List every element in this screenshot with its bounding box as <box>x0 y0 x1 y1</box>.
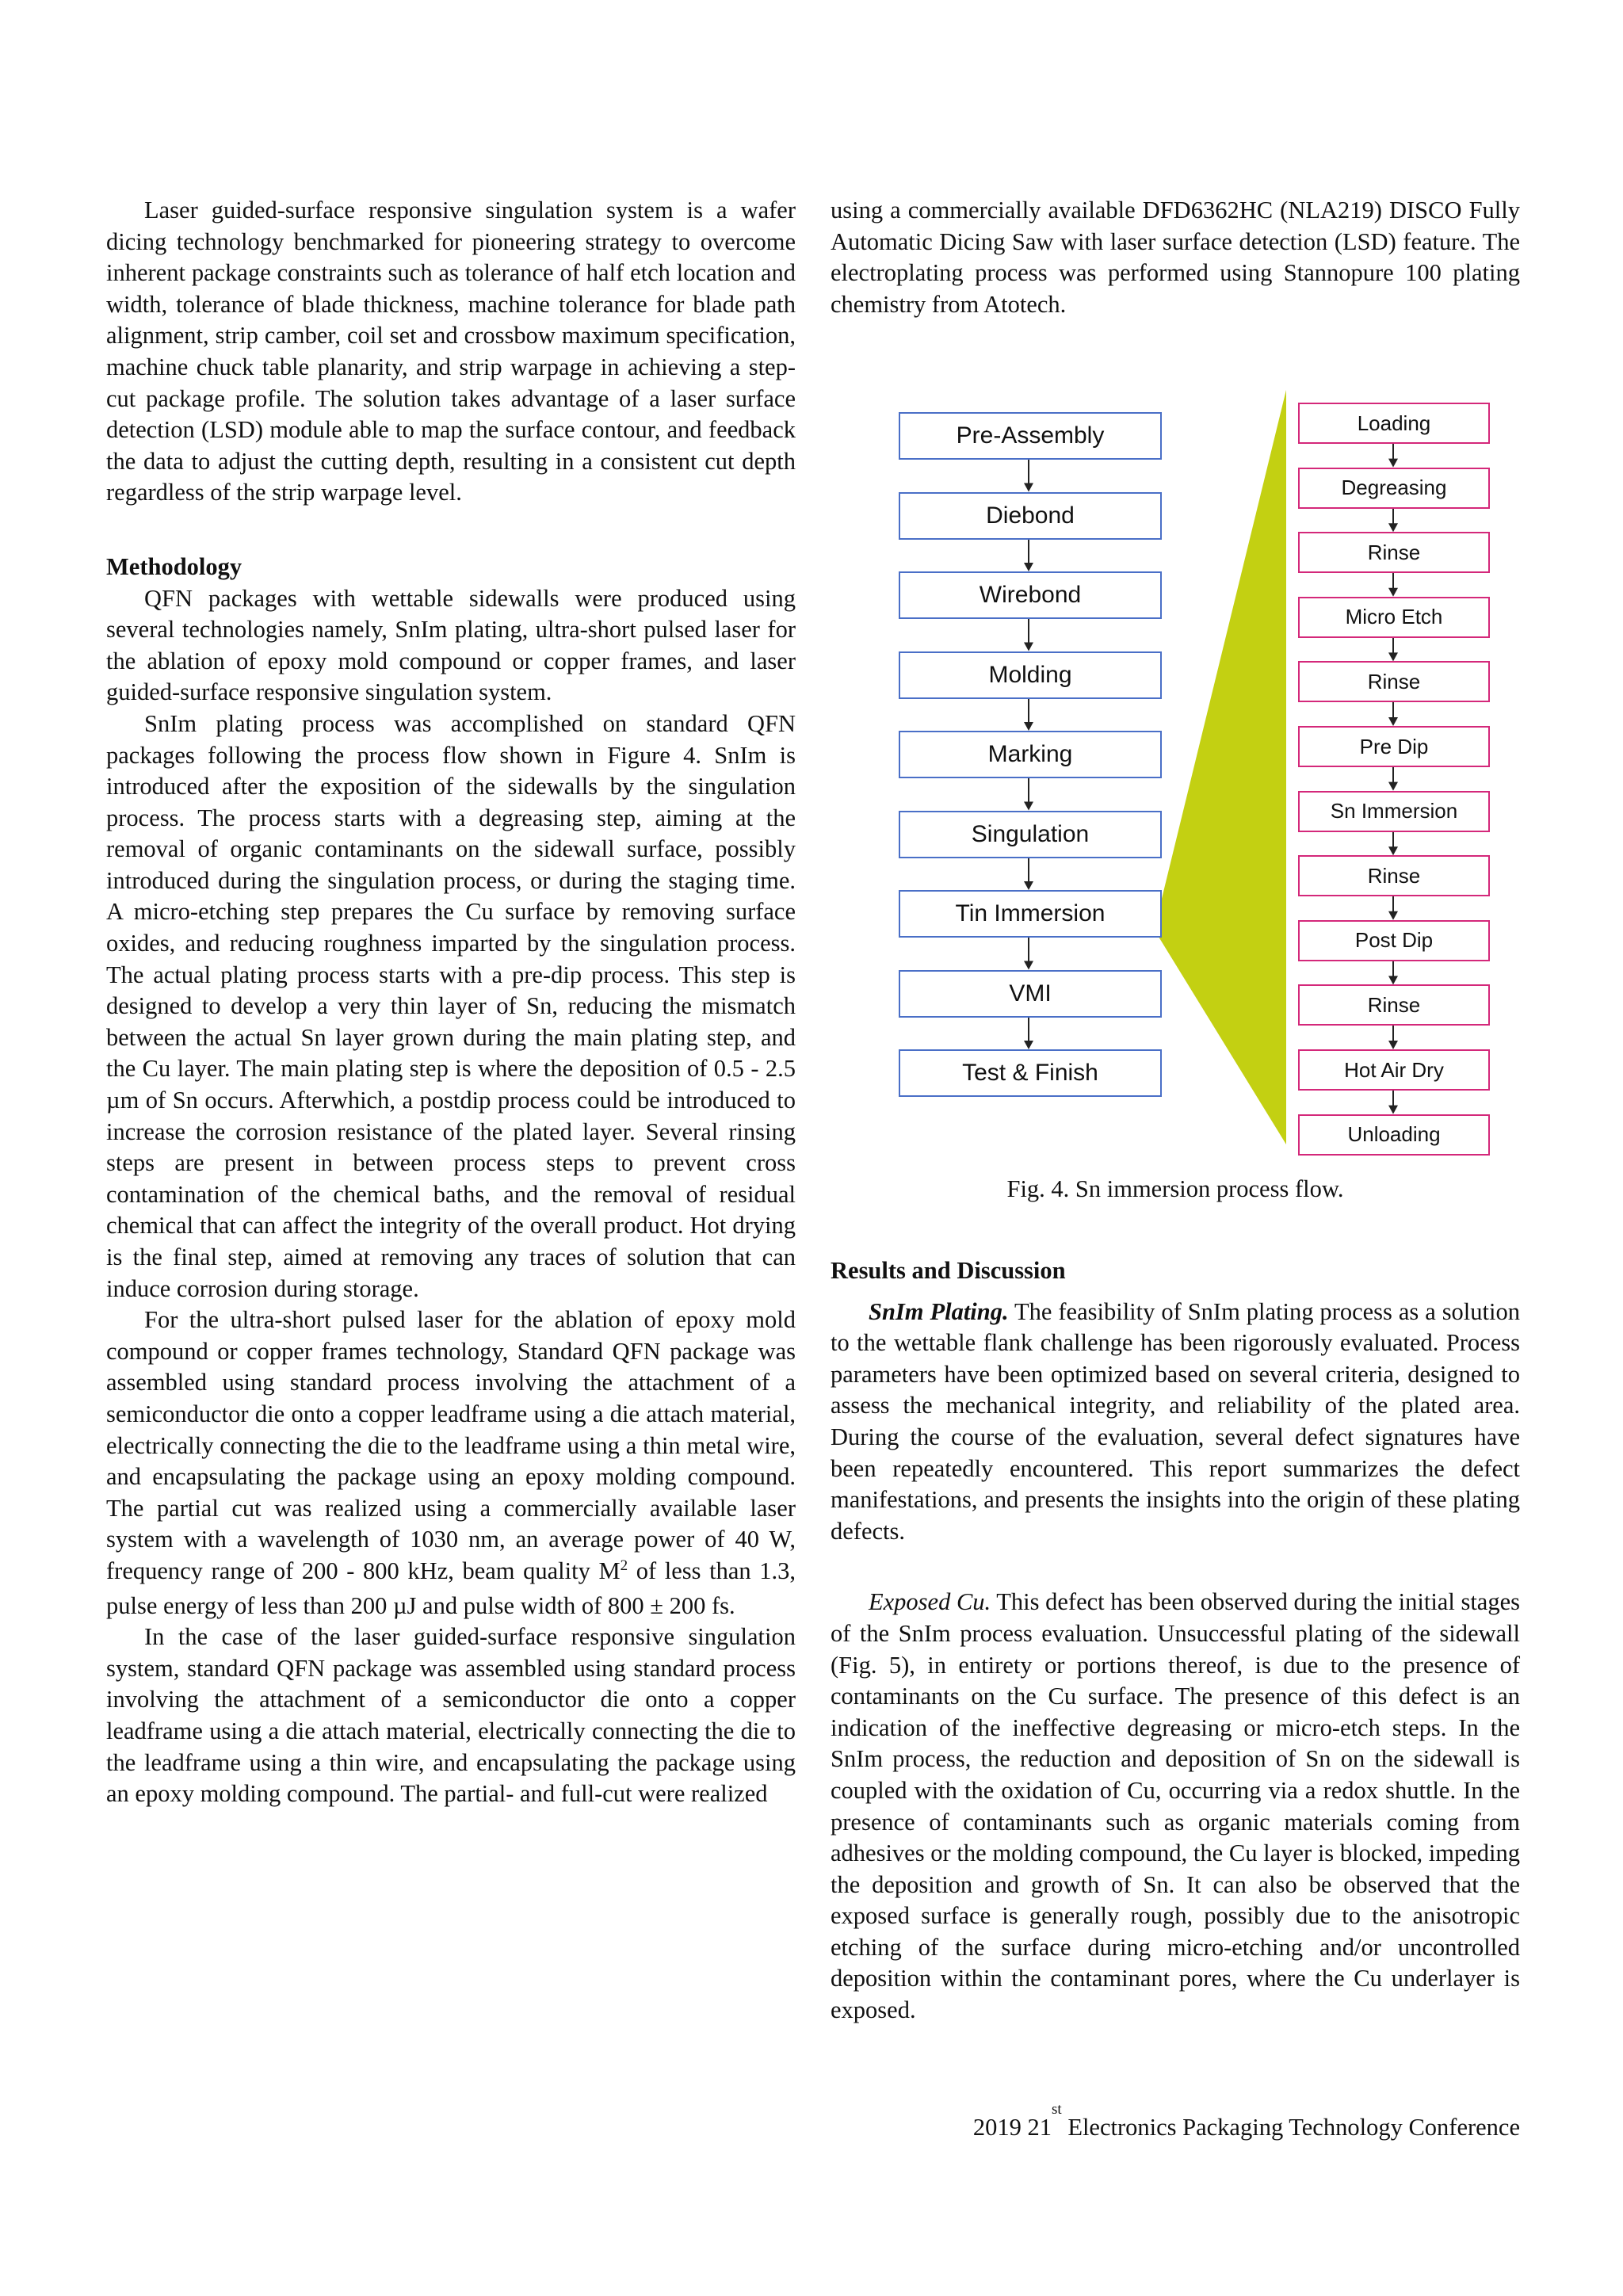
sub-flow-step: Rinse <box>1298 532 1490 573</box>
sub-flow-arrow-head <box>1388 588 1398 597</box>
main-flow-arrow-head <box>1024 722 1033 731</box>
sub-flow-step: Loading <box>1298 403 1490 444</box>
footer-prefix: 2019 21 <box>972 2114 1052 2141</box>
methodology-paragraph-3-text-a: For the ultra-short pulsed laser for the ablation of epoxy mold compound or copper frames technology, Standard QFN package was assembled using standard process involving the attachment of a semiconductor die onto a copper leadframe using a die attach material, electrically connecting the die to the leadframe using a thin metal wire, and encapsulating the package using an epoxy molding compound. The partial cut was realized using a commercially available laser system with a wavelength of 1030 nm, an average power of 40 W, frequency range of 200 - 800 kHz, beam quality M <box>106 1306 796 1584</box>
footer-ordinal: st <box>1052 2101 1062 2118</box>
immersion-expansion-wedge <box>1159 390 1286 1144</box>
main-flow-arrow-head <box>1024 881 1033 890</box>
footer-suffix: Electronics Packaging Technology Conference <box>1061 2114 1520 2141</box>
main-flow-step: Pre-Assembly <box>899 412 1162 460</box>
main-flow-arrow-head <box>1024 643 1033 651</box>
sub-flow-step: Unloading <box>1298 1114 1490 1156</box>
sub-flow-arrow-head <box>1388 846 1398 855</box>
sub-flow-step: Micro Etch <box>1298 597 1490 638</box>
main-flow-step: Molding <box>899 651 1162 699</box>
methodology-paragraph-1: QFN packages with wettable sidewalls were produced using several technologies namely, SnIm plating, ultra-short pulsed laser for the ablation of epoxy mold compound or copper frames, and laser guided-surface responsive singulation system. <box>106 584 796 706</box>
sub-flow-step: Sn Immersion <box>1298 791 1490 832</box>
methodology-paragraph-4: In the case of the laser guided-surface responsive singulation system, standard QFN package was assembled using standard process involving the attachment of a semiconductor die onto a copper leadframe using a die attach material, electrically connecting the die to the leadframe using a thin wire, and encapsulating the package using an epoxy molding compound. The partial- and full-cut were realized <box>106 1623 796 1808</box>
right-column <box>831 195 1520 320</box>
sub-flow-step: Rinse <box>1298 984 1490 1026</box>
sub-flow-step: Degreasing <box>1298 468 1490 509</box>
sub-flow-arrow-head <box>1388 1106 1398 1114</box>
main-flow-step: Diebond <box>899 492 1162 540</box>
sub-flow-step: Hot Air Dry <box>1298 1049 1490 1091</box>
sub-flow-arrow-head <box>1388 782 1398 791</box>
exposed-cu-paragraph <box>831 1587 1520 2026</box>
figure-caption: Fig. 4. Sn immersion process flow. <box>1006 1175 1344 1202</box>
sub-flow-arrow-head <box>1388 523 1398 532</box>
methodology-paragraph-2: SnIm plating process was accomplished on standard QFN packages following the process flow shown in Figure 4. SnIm is introduced after the exposition of the sidewalls by the singulation process. The process starts with a degreasing step, aiming at the removal of organic contaminants on the sidewall surface, possibly introduced during the singulation process, or during the staging time. A micro-etching step prepares the Cu surface by removing surface oxides, and reducing roughness imparted by the singulation process. The actual plating process starts with a pre-dip process. This step is designed to develop a very thin layer of Sn, reducing the mismatch between the actual Sn layer grown during the main plating step, and the Cu layer. The main plating step is where the deposition of 0.5 - 2.5 µm of Sn occurs. Afterwhich, a postdip process could be introduced to increase the corrosion resistance of the plated layer. Several rinsing steps are present in between process steps to prevent cross contamination of the chemical baths, and the removal of residual chemical that can affect the integrity of the overall product. Hot drying is the final step, aimed at removing any traces of solution that can induce corrosion during storage. <box>106 709 796 1302</box>
sub-flow-arrow-head <box>1388 652 1398 661</box>
results-section <box>831 1255 1520 2027</box>
beam-quality-superscript: 2 <box>620 1557 628 1574</box>
main-flow-arrow-head <box>1024 961 1033 970</box>
methodology-paragraph-3 <box>106 1305 796 1622</box>
main-flow-arrow-head <box>1024 483 1033 492</box>
main-flow-arrow-head <box>1024 802 1033 811</box>
main-flow-step: Tin Immersion <box>899 890 1162 938</box>
main-flow-step: Wirebond <box>899 571 1162 619</box>
sub-flow-step: Post Dip <box>1298 920 1490 961</box>
sub-flow-arrow-head <box>1388 717 1398 726</box>
main-flow-step: Marking <box>899 731 1162 778</box>
snim-plating-paragraph <box>831 1297 1520 1548</box>
main-flow-step: Singulation <box>899 811 1162 858</box>
sub-flow-step: Rinse <box>1298 661 1490 702</box>
sub-flow-arrow-head <box>1388 911 1398 920</box>
sub-flow-arrow-head <box>1388 1041 1398 1049</box>
continuation-paragraph: using a commercially available DFD6362HC (NLA219) DISCO Fully Automatic Dicing Saw with laser surface detection (LSD) feature. The electroplating process was performed using Stannopure 100 plating chemistry from Atotech. <box>831 197 1520 318</box>
left-column <box>106 195 796 1810</box>
main-flow-step: Test & Finish <box>899 1049 1162 1097</box>
results-heading: Results and Discussion <box>831 1257 1066 1284</box>
main-flow-arrow-head <box>1024 1041 1033 1049</box>
exposed-cu-runin: Exposed Cu. <box>869 1588 991 1616</box>
main-flow-arrow-head <box>1024 563 1033 571</box>
process-flow-figure <box>880 380 1506 1173</box>
sub-flow-arrow-head <box>1388 459 1398 468</box>
sub-flow-step: Pre Dip <box>1298 726 1490 767</box>
snim-plating-runin: SnIm Plating. <box>869 1297 1009 1325</box>
methodology-heading: Methodology <box>106 552 242 580</box>
conference-footer <box>792 2101 1520 2143</box>
methodology-paragraph-3-text-b: of less than 1.3, pulse energy of less than 200 µJ and pulse width of 800 ± 200 fs. <box>106 1557 796 1619</box>
main-flow-step: VMI <box>899 970 1162 1018</box>
snim-plating-text: The feasibility of SnIm plating process as a solution to the wettable flank challenge has been rigorously evaluated. Process parameters have been optimized based on several criteria, designed to assess the mechanical integrity, and reliability of the plated area. During the course of the evaluation, several defect signatures have been repeatedly encountered. This report summarizes the defect manifestations, and presents the insights into the origin of these plating defects. <box>831 1297 1520 1545</box>
sub-flow-step: Rinse <box>1298 855 1490 896</box>
sub-flow-arrow-head <box>1388 976 1398 984</box>
intro-paragraph: Laser guided-surface responsive singulation system is a wafer dicing technology benchmarked for pioneering strategy to overcome inherent package constraints such as tolerance of half etch location and width, tolerance of blade thickness, machine tolerance for blade path alignment, strip camber, coil set and crossbow maximum specification, machine chuck table planarity, and strip warpage in achieving a step-cut package profile. The solution takes advantage of a laser surface detection (LSD) module able to map the surface contour, and feedback the data to adjust the cutting depth, resulting in a consistent cut depth regardless of the strip warpage level. <box>106 197 796 506</box>
exposed-cu-text: This defect has been observed during the initial stages of the SnIm process evaluation. Unsuccessful plating of the sidewall (Fig. 5), in entirety or portions thereof, is due to the presence of contaminants on the Cu surface. The presence of this defect is an indication of the ineffective degreasing or micro-etch steps. In the SnIm process, the reduction and deposition of Sn on the sidewall is coupled with the oxidation of Cu, occurring via a redox shuttle. In the presence of contaminants such as organic materials coming from adhesives or the molding compound, the Cu layer is blocked, impeding the deposition and growth of Sn. It can also be observed that the exposed surface is generally rough, possibly due to the anisotropic etching of the surface during micro-etching and/or uncontrolled deposition within the contaminant pores, where the Cu underlayer is exposed. <box>831 1588 1520 2024</box>
